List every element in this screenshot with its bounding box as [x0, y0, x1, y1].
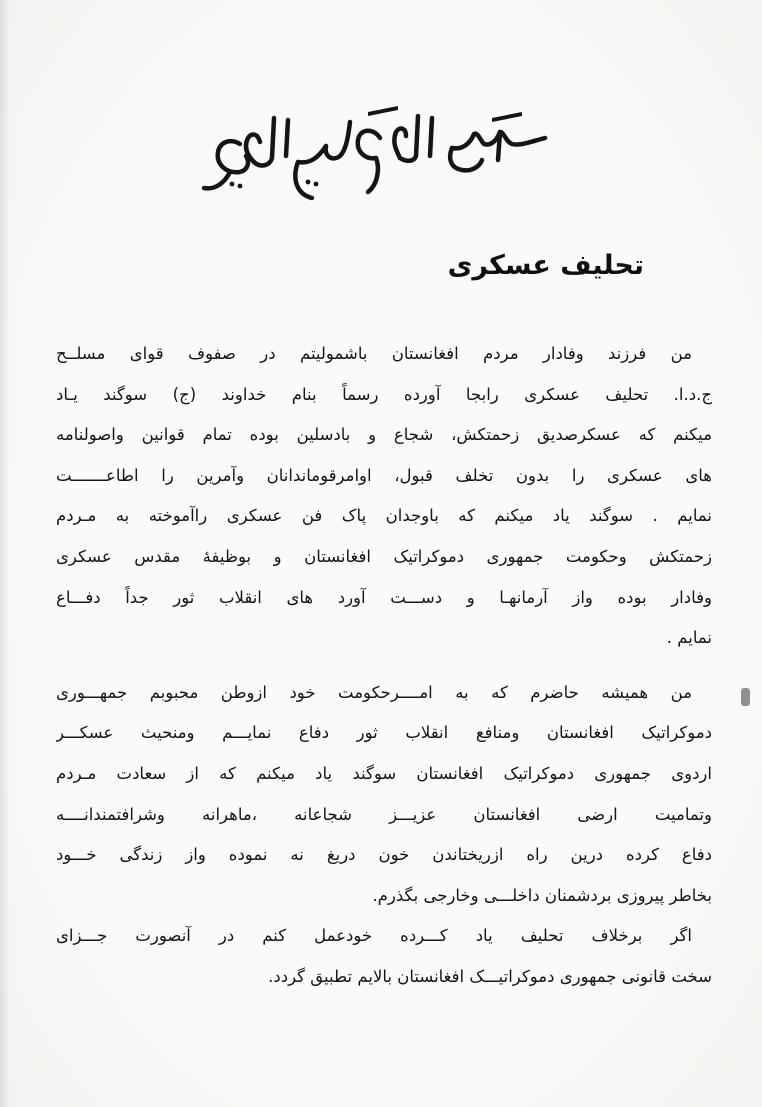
- paragraph-gap: [56, 659, 712, 673]
- paragraph-1: [56, 334, 712, 659]
- bismillah-calligraphy: [200, 98, 560, 208]
- text-line: اردوی جمهوری دموکراتیک افغانستان سوگند یاد میکنم که از سعادت مـردم: [56, 763, 712, 783]
- document-title: تحلیف عسکری: [447, 250, 644, 281]
- bismillah-calligraphy-drawing: [200, 98, 560, 208]
- paragraph-2: [56, 673, 712, 917]
- text-line: من فرزند وفادار مردم افغانستان باشمولیتم در صفوف قوای مسلــح: [56, 344, 692, 363]
- page-edge-shadow: [0, 0, 10, 1107]
- text-line: سخت قانونی جمهوری دموکراتیـــک افغانستان بالایم تطبیق گردد.: [268, 966, 712, 986]
- text-line: نمایم .: [666, 628, 712, 648]
- text-line: بخاطر پیروزی بردشمنان داخلـــی وخارجی بگذرم.: [372, 885, 712, 905]
- text-line: میکنم که عسکرصدیق زحمتکش، شجاع و بادسلین بوده تمام قوانین واصولنامه: [56, 425, 712, 445]
- text-line: وفادار بوده واز آرمانهـا و دســـت آورد های انقلاب ثور جداً دفـــاع: [56, 587, 712, 607]
- text-line: من همیشه حاضرم که به امــــرحکومت خود ازوطن محبوبم جمهـــوری: [56, 682, 692, 702]
- text-line: های عسکری را بدون تخلف قبول، اوامرقوماندانان وآمرین را اطاعـــــــت: [56, 465, 712, 485]
- paragraph-3: [56, 916, 712, 997]
- text-line: زحمتکش وحکومت جمهوری دموکراتیک افغانستان و بوظیفۀ مقدس عسکری: [56, 546, 712, 566]
- text-line: دموکراتیک افغانستان ومنافع انقلاب ثور دفاع نمایـــم ومنحیث عسکـــر: [56, 723, 712, 743]
- text-line: ج.د.ا. تحلیف عسکری رابجا آورده رسماً بنام خداوند (ج) سوگند یـاد: [56, 384, 712, 404]
- scan-smudge: [741, 688, 750, 706]
- text-line: اگر برخلاف تحلیف یاد کـــرده خودعمل کنم در آنصورت جـــزای: [56, 926, 692, 946]
- text-line: وتمامیت ارضی افغانستان عزیـــز شجاعانه ،ماهرانه وشرافتمندانــــه: [56, 804, 712, 824]
- text-line: دفاع کرده درین راه ازریختاندن خون دریغ نه نموده واز زندگی خـــود: [56, 845, 712, 865]
- oath-body: [56, 334, 712, 998]
- text-line: نمایم . سوگند یاد میکنم که باوجدان پاک فن عسکری راآموخته به مـردم: [56, 506, 712, 526]
